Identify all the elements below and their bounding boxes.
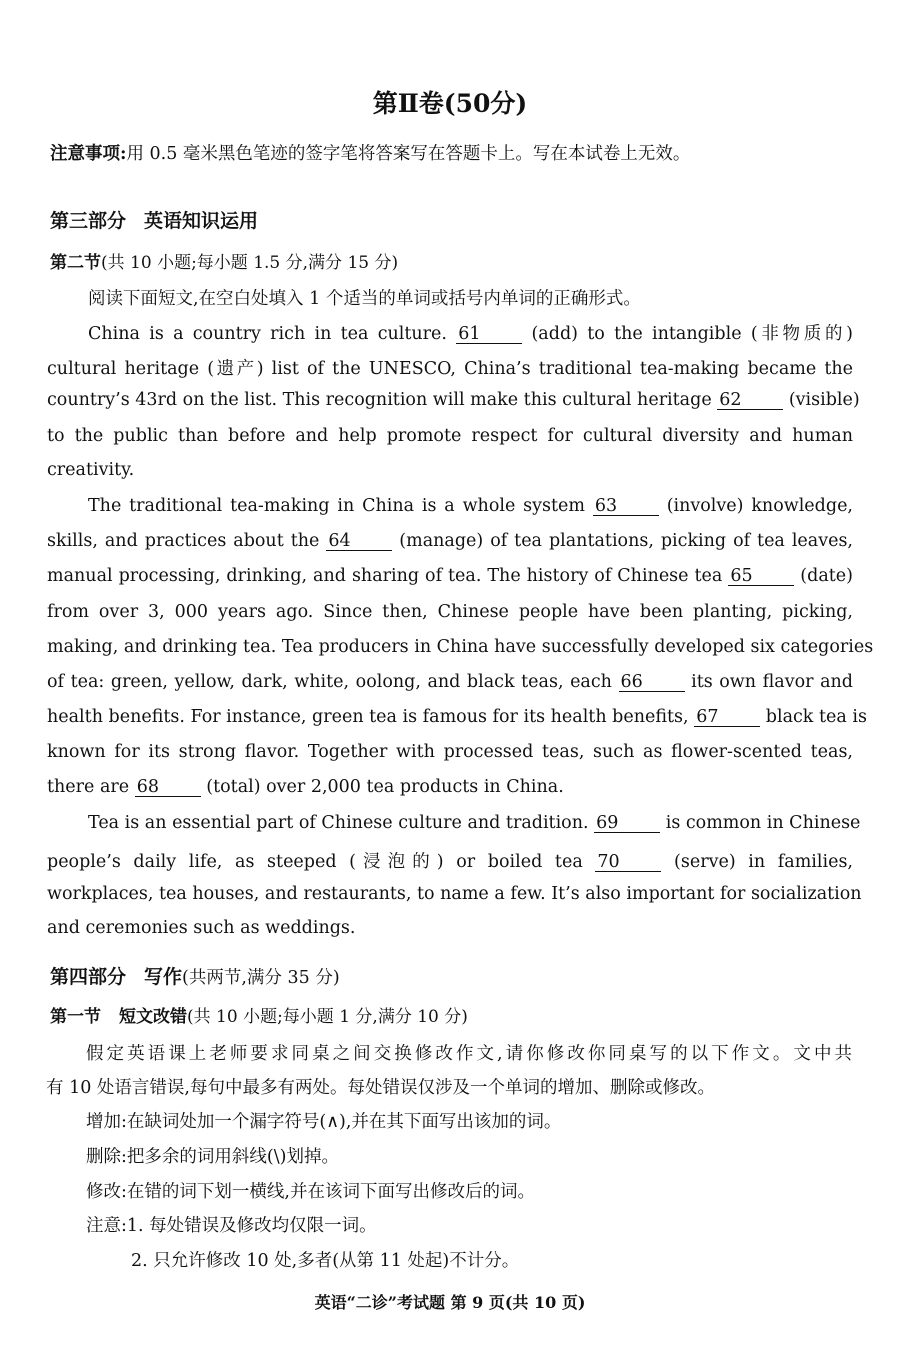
para1-line5: creativity.	[47, 460, 135, 480]
part3-heading-title: 英语知识运用	[144, 210, 259, 232]
blank-62: 62	[717, 391, 783, 410]
para3-line3: workplaces, tea houses, and restaurants, to name a few. It’s also important for socialization	[47, 884, 862, 904]
text-segment: (add) to the intangible (非物质的)	[531, 324, 853, 344]
text-segment: Tea is an essential part of Chinese culture and tradition.	[88, 813, 589, 833]
para2-line5: making, and drinking tea. Tea producers in China have successfully developed six categories	[47, 637, 874, 657]
part4-heading	[50, 962, 340, 989]
rule-delete: 删除:把多余的词用斜线(\)划掉。	[86, 1147, 339, 1167]
part3-heading-number: 第三部分	[50, 210, 127, 232]
section1-title: 短文改错	[119, 1007, 187, 1027]
page-footer: 英语“二诊”考试题 第 9 页(共 10 页)	[314, 1293, 586, 1312]
part4-heading-number: 第四部分	[50, 966, 127, 988]
rule-modify: 修改:在错的词下划一横线,并在该词下面写出修改后的词。	[86, 1182, 535, 1202]
para2-line9	[47, 777, 853, 797]
text-segment: (total) over 2,000 tea products in China.	[206, 777, 564, 797]
text-segment: people’s daily life, as steeped (浸泡的) or boiled tea	[47, 852, 583, 872]
part3-heading	[50, 206, 258, 233]
attention-2: 2. 只允许修改 10 处,多者(从第 11 处起)不计分。	[131, 1251, 520, 1271]
text-segment: (involve) knowledge,	[666, 496, 853, 516]
para3-line2	[47, 848, 853, 873]
text-segment: of tea: green, yellow, dark, white, oolong, and black teas, each	[47, 672, 612, 692]
para1-line1	[88, 320, 853, 345]
section1-label: 第一节	[50, 1007, 101, 1027]
section2-info: (共 10 小题;每小题 1.5 分,满分 15 分)	[101, 253, 399, 273]
text-segment: is common in Chinese	[665, 813, 861, 833]
text-segment: China is a country rich in tea culture.	[88, 324, 447, 344]
text-segment: manual processing, drinking, and sharing of tea. The history of Chinese tea	[47, 566, 723, 586]
text-segment: The traditional tea-making in China is a whole system	[88, 496, 585, 516]
para2-line7	[47, 707, 867, 727]
text-segment: skills, and practices about the	[47, 531, 320, 551]
text-segment: black tea is	[765, 707, 867, 727]
para1-line3	[47, 390, 860, 410]
blank-63: 63	[593, 497, 659, 516]
text-segment: (serve) in families,	[674, 852, 853, 872]
section1-info: (共 10 小题;每小题 1 分,满分 10 分)	[187, 1007, 468, 1027]
para1-line2: cultural heritage (遗产) list of the UNESCO, China’s traditional tea-making became the	[47, 359, 853, 379]
para2-line1	[88, 496, 853, 516]
cloze-instruction: 阅读下面短文,在空白处填入 1 个适当的单词或括号内单词的正确形式。	[88, 289, 641, 309]
part4-heading-info: (共两节,满分 35 分)	[182, 968, 340, 988]
blank-61: 61	[456, 325, 522, 344]
page-title: 第Ⅱ卷(50分)	[372, 89, 528, 118]
para1-line4: to the public than before and help promote respect for cultural diversity and human	[47, 426, 853, 446]
section2-label: 第二节	[50, 253, 101, 273]
blank-66: 66	[619, 673, 685, 692]
text-segment: health benefits. For instance, green tea is famous for its health benefits,	[47, 707, 689, 727]
text-segment: there are	[47, 777, 130, 797]
attention-1: 注意:1. 每处错误及修改均仅限一词。	[86, 1216, 377, 1236]
notice-text: 用 0.5 毫米黑色笔迹的签字笔将答案写在答题卡上。写在本试卷上无效。	[126, 144, 691, 164]
para2-line3	[47, 566, 853, 586]
part3-section2-heading	[50, 248, 398, 273]
para2-line4: from over 3, 000 years ago. Since then, Chinese people have been planting, picking,	[47, 602, 853, 622]
para3-line1	[88, 813, 861, 833]
text-segment: (date)	[800, 566, 853, 586]
proofread-instruction-line2: 有 10 处语言错误,每句中最多有两处。每处错误仅涉及一个单词的增加、删除或修改。	[46, 1078, 715, 1098]
para2-line6	[47, 672, 853, 692]
blank-69: 69	[594, 814, 660, 833]
rule-add: 增加:在缺词处加一个漏字符号(∧),并在其下面写出该加的词。	[86, 1112, 562, 1132]
notice	[50, 140, 860, 165]
text-segment: country’s 43rd on the list. This recognition will make this cultural heritage	[47, 390, 712, 410]
part4-heading-title: 写作	[144, 966, 183, 988]
proofread-instruction-line1: 假定英语课上老师要求同桌之间交换修改作文,请你修改你同桌写的以下作文。文中共	[86, 1044, 852, 1064]
para2-line2	[47, 531, 853, 551]
blank-68: 68	[135, 778, 201, 797]
text-segment: (manage) of tea plantations, picking of tea leaves,	[399, 531, 853, 551]
notice-label: 注意事项:	[50, 144, 127, 164]
blank-64: 64	[326, 532, 392, 551]
blank-65: 65	[728, 567, 794, 586]
blank-67: 67	[694, 708, 760, 727]
para2-line8: known for its strong flavor. Together with processed teas, such as flower-scented teas,	[47, 742, 853, 762]
blank-70: 70	[595, 853, 661, 872]
text-segment: its own flavor and	[691, 672, 853, 692]
para3-line4: and ceremonies such as weddings.	[47, 918, 356, 938]
text-segment: (visible)	[788, 390, 860, 410]
part4-section1-heading	[50, 1002, 468, 1027]
